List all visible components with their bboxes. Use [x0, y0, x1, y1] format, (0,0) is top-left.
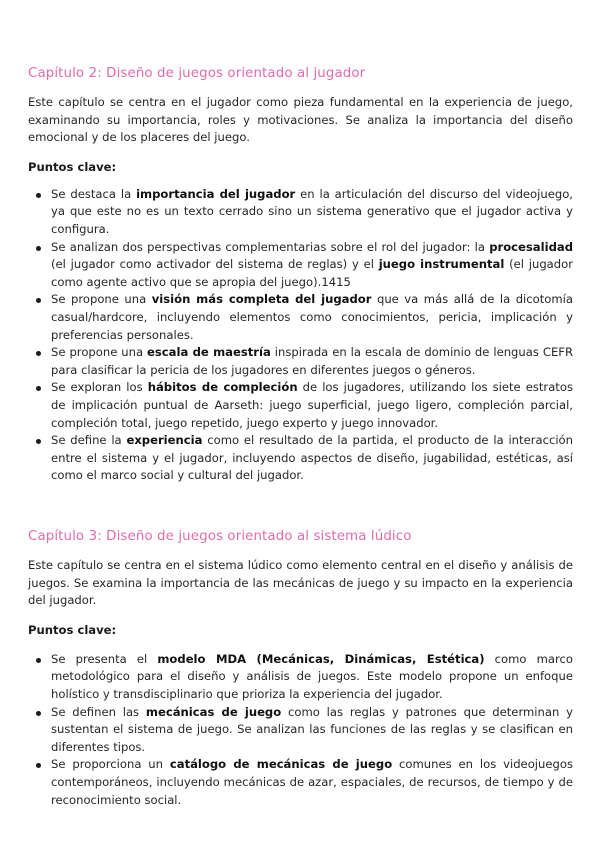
- chapter-2-title: Capítulo 2: Diseño de juegos orientado al jugador: [28, 66, 366, 81]
- bullet-icon: [36, 763, 41, 768]
- chapter-2-section: [28, 66, 573, 485]
- list-item: Se presenta el modelo MDA (Mecánicas, Dinámicas, Estética) como marco metodológico para el diseño y análisis de juegos. Este modelo propone un enfoque holístico y transdisciplinario que prioriza la experiencia del jugador.: [28, 651, 573, 704]
- bullet-icon: [36, 298, 41, 303]
- chapter-3-section: [28, 529, 573, 809]
- chapter-2-key-points-label: Puntos clave:: [28, 159, 117, 174]
- list-item: Se analizan dos perspectivas complementarias sobre el rol del jugador: la procesalidad (el jugador como activador del sistema de reglas) y el juego instrumental (el jugador como agente activo que se apropia del juego).1415: [28, 239, 573, 292]
- bullet-icon: [36, 439, 41, 444]
- bullet-icon: [36, 386, 41, 391]
- chapter-3-title: Capítulo 3: Diseño de juegos orientado al sistema lúdico: [28, 529, 412, 544]
- list-item: Se propone una visión más completa del jugador que va más allá de la dicotomía casual/hardcore, incluyendo elementos como conocimientos, pericia, implicación y preferencias personales.: [28, 291, 573, 344]
- bullet-icon: [36, 658, 41, 663]
- list-item: Se definen las mecánicas de juego como las reglas y patrones que determinan y sustentan el sistema de juego. Se analizan las funciones de las reglas y se clasifican en diferentes tipos.: [28, 704, 573, 757]
- list-item: Se define la experiencia como el resultado de la partida, el producto de la interacción entre el sistema y el jugador, incluyendo aspectos de diseño, jugabilidad, estéticas, así como el marco social y cultural del jugador.: [28, 432, 573, 485]
- list-item: Se destaca la importancia del jugador en la articulación del discurso del videojuego, ya que este no es un texto cerrado sino un sistema generativo que el jugador activa y configura.: [28, 186, 573, 239]
- bullet-icon: [36, 711, 41, 716]
- bullet-icon: [36, 193, 41, 198]
- chapter-3-intro: Este capítulo se centra en el sistema lúdico como elemento central en el diseño y análisis de juegos. Se examina la importancia de las mecánicas de juego y su impacto en la experiencia del jugador.: [28, 558, 573, 608]
- list-item: Se propone una escala de maestría inspirada en la escala de dominio de lenguas CEFR para clasificar la pericia de los jugadores en diferentes juegos o géneros.: [28, 344, 573, 379]
- chapter-3-key-points-list: [28, 651, 573, 809]
- chapter-2-key-points-list: [28, 186, 573, 485]
- bullet-icon: [36, 246, 41, 251]
- bullet-icon: [36, 351, 41, 356]
- chapter-3-key-points-label: Puntos clave:: [28, 622, 117, 637]
- chapter-2-intro: Este capítulo se centra en el jugador como pieza fundamental en la experiencia de juego, examinando su importancia, roles y motivaciones. Se analiza la importancia del diseño emocional y de los placeres del juego.: [28, 95, 573, 145]
- list-item: Se exploran los hábitos de compleción de los jugadores, utilizando los siete estratos de implicación puntual de Aarseth: juego superficial, juego ligero, compleción parcial, compleción total, juego repetido, juego experto y juego innovador.: [28, 379, 573, 432]
- list-item: Se proporciona un catálogo de mecánicas de juego comunes en los videojuegos contemporáneos, incluyendo mecánicas de azar, espaciales, de recursos, de tiempo y de reconocimiento social.: [28, 756, 573, 809]
